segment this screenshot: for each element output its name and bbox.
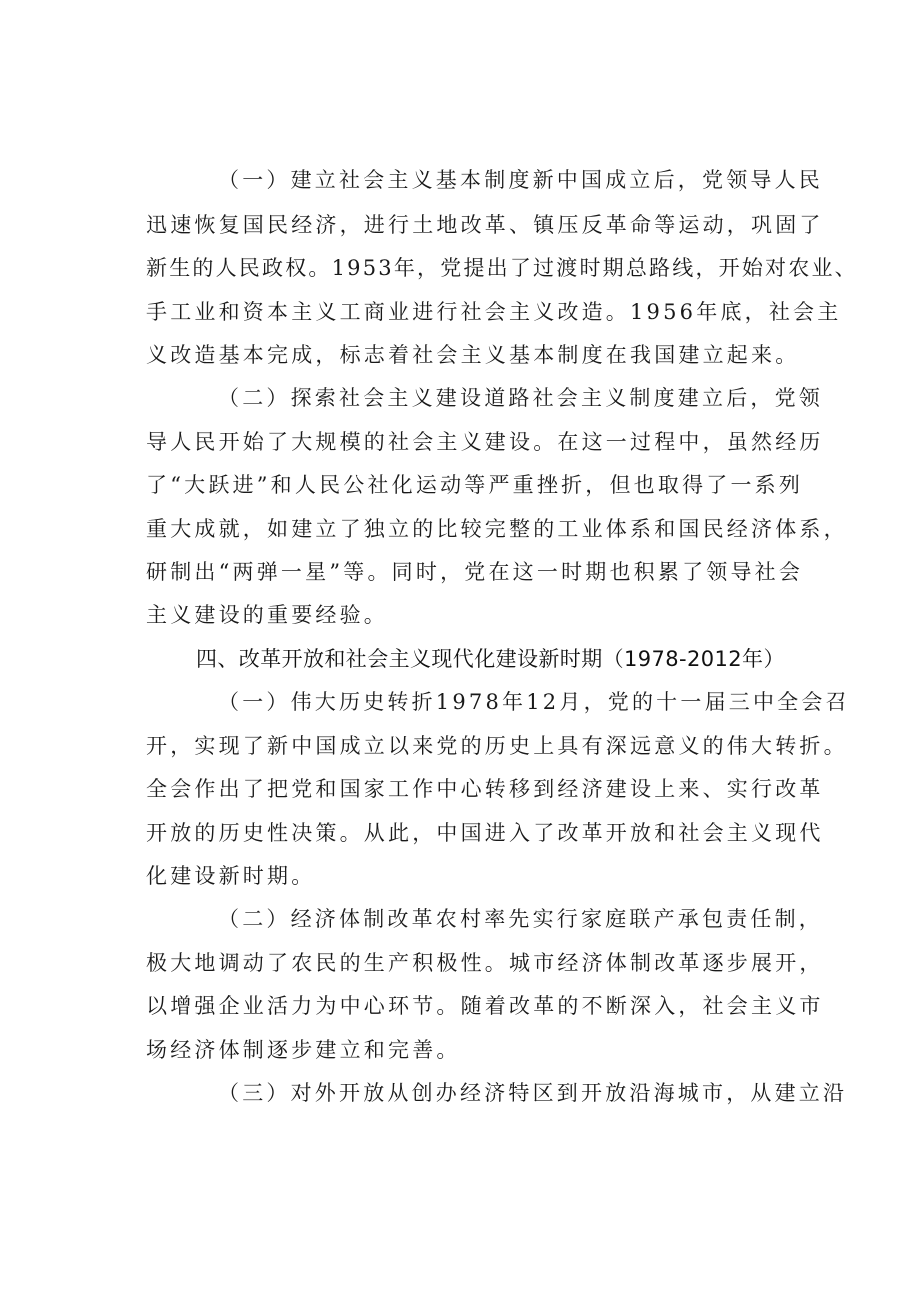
- paragraph-line: （一）伟大历史转折1978年12月，党的十一届三中全会召: [218, 690, 850, 714]
- paragraph-line: 义改造基本完成，标志着社会主义基本制度在我国建立起来。: [146, 343, 800, 367]
- paragraph-line: 以增强企业活力为中心环节。随着改革的不断深入，社会主义市: [146, 994, 824, 1018]
- paragraph-line: 场经济体制逐步建立和完善。: [146, 1038, 461, 1062]
- paragraph-line: 迅速恢复国民经济，进行土地改革、镇压反革命等运动，巩固了: [146, 213, 824, 237]
- paragraph-line: 新生的人民政权。1953年，党提出了过渡时期总路线，开始对农业、: [146, 256, 858, 280]
- paragraph-line: 极大地调动了农民的生产积极性。城市经济体制改革逐步展开，: [146, 951, 824, 975]
- section-heading: 四、改革开放和社会主义现代化建设新时期（1978-2012年）: [196, 647, 785, 671]
- paragraph-line: 导人民开始了大规模的社会主义建设。在这一过程中，虽然经历: [146, 430, 824, 454]
- paragraph-line: 化建设新时期。: [146, 864, 316, 888]
- paragraph-line: （二）经济体制改革农村率先实行家庭联产承包责任制，: [218, 907, 823, 931]
- paragraph-line: （三）对外开放从创办经济特区到开放沿海城市，从建立沿: [218, 1081, 848, 1105]
- paragraph-line: 开放的历史性决策。从此，中国进入了改革开放和社会主义现代: [146, 821, 824, 845]
- paragraph-line: 研制出“两弹一星”等。同时，党在这一时期也积累了领导社会: [146, 560, 804, 584]
- paragraph-line: 主义建设的重要经验。: [146, 603, 388, 627]
- paragraph-line: 重大成就，如建立了独立的比较完整的工业体系和国民经济体系，: [146, 517, 848, 541]
- paragraph-line: 手工业和资本主义工商业进行社会主义改造。1956年底，社会主: [146, 300, 842, 324]
- paragraph-line: 了“大跃进”和人民公社化运动等严重挫折，但也取得了一系列: [146, 473, 804, 497]
- paragraph-line: （二）探索社会主义建设道路社会主义制度建立后，党领: [218, 386, 823, 410]
- paragraph-line: 全会作出了把党和国家工作中心转移到经济建设上来、实行改革: [146, 777, 824, 801]
- paragraph-line: 开，实现了新中国成立以来党的历史上具有深远意义的伟大转折。: [146, 734, 848, 758]
- paragraph-line: （一）建立社会主义基本制度新中国成立后，党领导人民: [218, 168, 823, 192]
